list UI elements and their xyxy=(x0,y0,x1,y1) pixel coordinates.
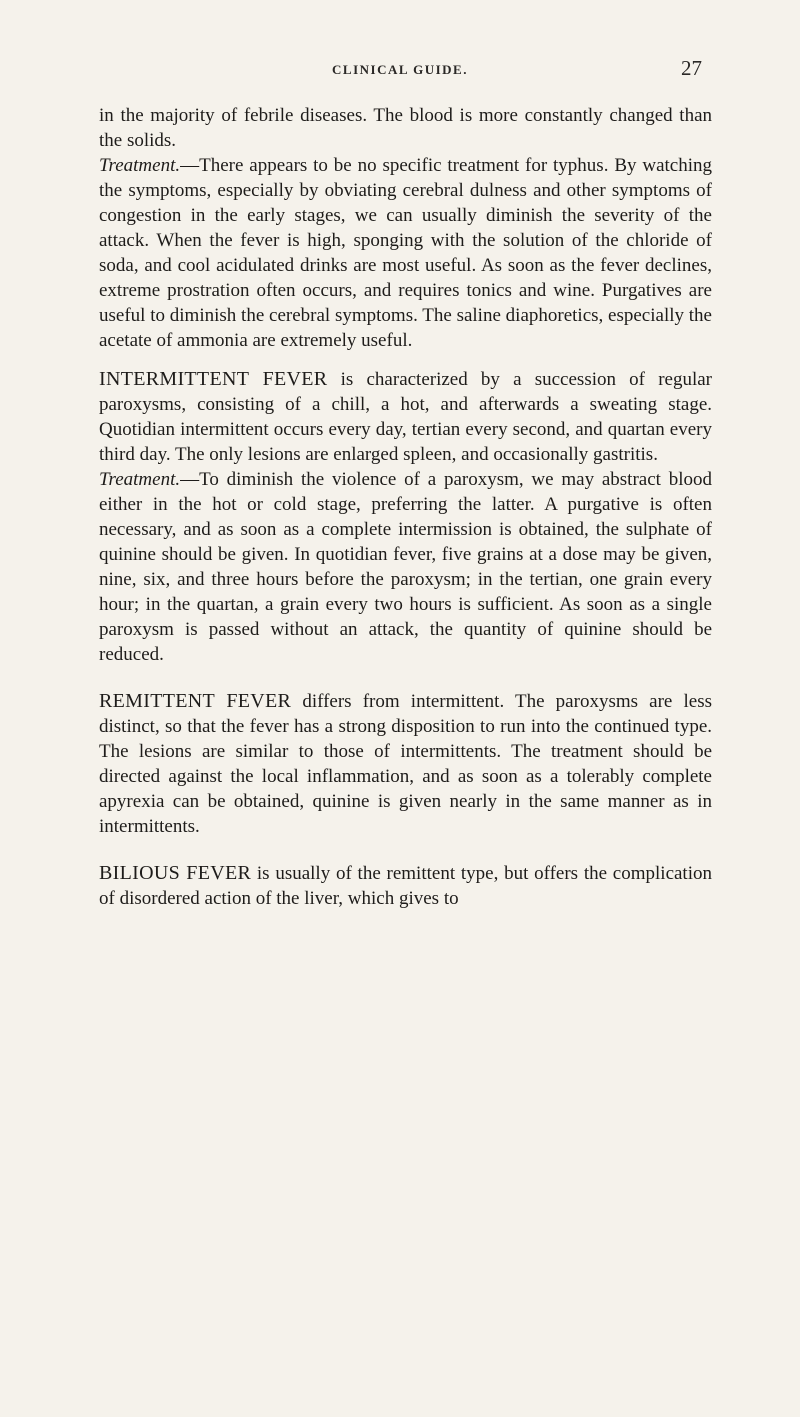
paragraph-intermittent-treatment xyxy=(99,467,712,667)
section-heading: BILIOUS FEVER xyxy=(99,862,252,884)
paragraph-text: in the majority of febrile diseases. The blood is more constantly changed than the solids. xyxy=(99,105,712,151)
paragraph-continuation xyxy=(99,103,712,153)
paragraph-bilious-fever xyxy=(99,861,712,911)
paragraph-typhus-treatment xyxy=(99,153,712,353)
paragraph-text: is characterized by a succession of regular paroxysms, consisting of a chill, a hot, and afterwards a sweating stage. Quotidian intermittent occurs every day, tertian every second, and quartan every third day. The only lesions are enlarged spleen, and occasionally gastritis. xyxy=(99,369,712,465)
paragraph-remittent-fever xyxy=(99,689,712,839)
running-head xyxy=(0,56,800,86)
section-heading: INTERMITTENT FEVER xyxy=(99,368,328,390)
section-heading: REMITTENT FEVER xyxy=(99,690,292,712)
body-text xyxy=(99,103,712,911)
running-title: CLINICAL GUIDE. xyxy=(332,62,468,77)
paragraph-intermittent-fever xyxy=(99,367,712,467)
paragraph-text: —There appears to be no specific treatment for typhus. By watching the symptoms, especially by obviating cerebral dulness and other symptoms of congestion in the early stages, we can usually diminish the severity of the attack. When the fever is high, sponging with the solution of the chloride of soda, and cool acidulated drinks are most useful. As soon as the fever declines, extreme prostration often occurs, and requires tonics and wine. Purgatives are useful to diminish the cerebral symptoms. The saline diaphoretics, especially the acetate of ammonia are extremely useful. xyxy=(99,155,712,351)
page-number: 27 xyxy=(681,56,702,80)
paragraph-text: —To diminish the violence of a paroxysm, we may abstract blood either in the hot or cold stage, preferring the latter. A purgative is often necessary, and as soon as a complete intermission is obtained, the sulphate of quinine should be given. In quotidian fever, five grains at a dose may be given, nine, six, and three hours before the paroxysm; in the tertian, one grain every hour; in the quartan, a grain every two hours is sufficient. As soon as a single paroxysm is passed without an attack, the quantity of quinine should be reduced. xyxy=(99,469,712,665)
treatment-lead: Treatment. xyxy=(99,469,181,490)
treatment-lead: Treatment. xyxy=(99,155,181,176)
paragraph-text: differs from intermittent. The paroxysms are less distinct, so that the fever has a strong disposition to run into the continued type. The lesions are similar to those of intermittents. The treatment should be directed against the local inflammation, and as soon as a tolerably complete apyrexia can be obtained, quinine is given nearly in the same manner as in intermittents. xyxy=(99,691,712,837)
paragraph-text: is usually of the remittent type, but offers the complication of disordered action of the liver, which gives to xyxy=(99,863,712,909)
